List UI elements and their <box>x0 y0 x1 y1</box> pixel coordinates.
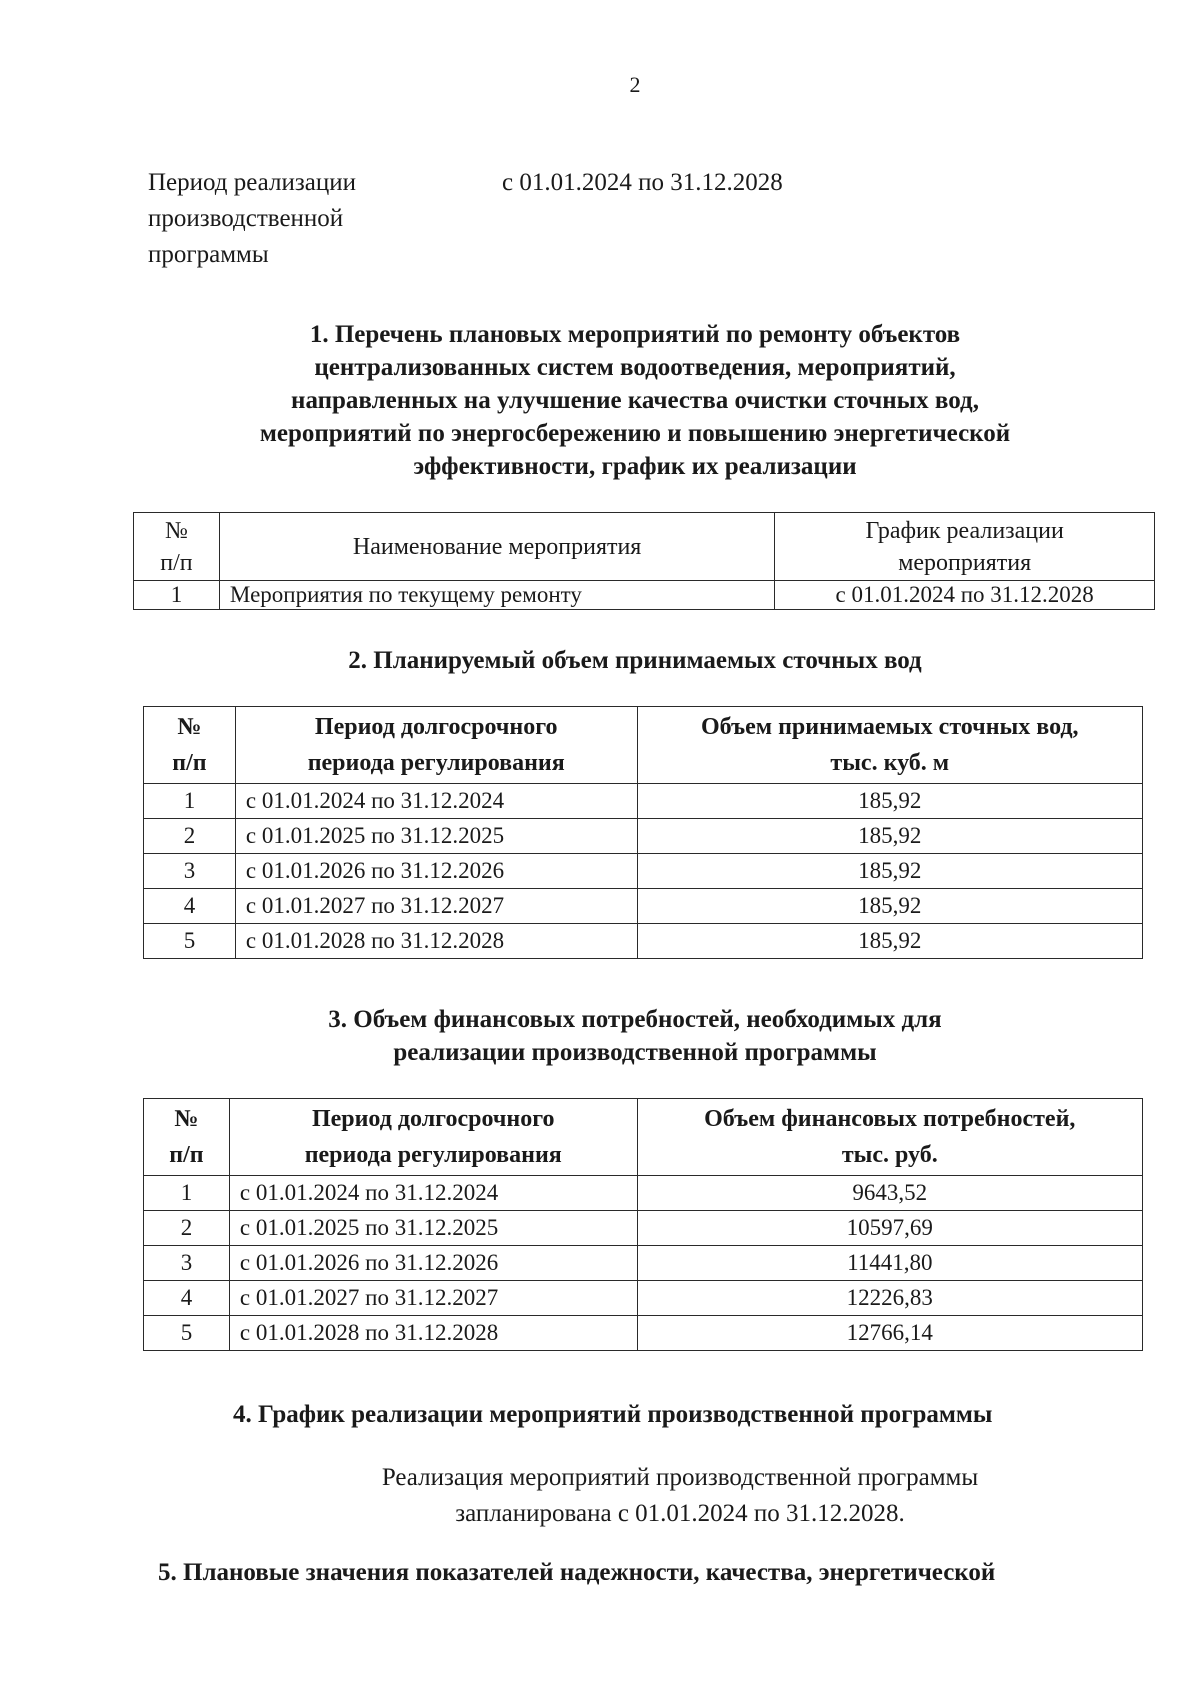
table-row <box>144 819 1143 854</box>
header-period-line: периода регулирования <box>307 750 565 776</box>
cell-period: с 01.01.2024 по 31.12.2024 <box>229 1176 637 1211</box>
cell-schedule: с 01.01.2024 по 31.12.2028 <box>775 581 1155 610</box>
schedule-paragraph <box>0 1460 1200 1532</box>
program-period-label-line: программы <box>148 241 269 268</box>
header-value-line: Объем принимаемых сточных вод, <box>701 714 1079 740</box>
section-3-title-line: 3. Объем финансовых потребностей, необходимых для <box>328 1006 942 1033</box>
section-3-title <box>0 1003 1200 1069</box>
program-period-label-line: Период реализации <box>148 169 356 196</box>
cell-num: 5 <box>144 924 236 959</box>
table-row <box>144 1316 1143 1351</box>
program-period-label <box>148 165 356 273</box>
cell-num: 4 <box>144 1281 230 1316</box>
cell-value: 9643,52 <box>637 1176 1142 1211</box>
cell-num: 1 <box>144 784 236 819</box>
section-3-title-line: реализации производственной программы <box>393 1039 877 1066</box>
header-schedule-line: мероприятия <box>898 549 1032 576</box>
header-num-line: п/п <box>169 1142 204 1168</box>
section-5-title: 5. Плановые значения показателей надежности, качества, энергетической <box>158 1559 996 1586</box>
section-4-title: 4. График реализации мероприятий производственной программы <box>233 1401 993 1428</box>
cell-num: 2 <box>144 819 236 854</box>
program-period-value: с 01.01.2024 по 31.12.2028 <box>502 169 783 196</box>
cell-period: с 01.01.2024 по 31.12.2024 <box>235 784 637 819</box>
table-row <box>144 924 1143 959</box>
section-1-title-line: централизованных систем водоотведения, мероприятий, <box>314 354 956 381</box>
schedule-paragraph-line: запланирована с 01.01.2024 по 31.12.2028. <box>455 1500 905 1527</box>
cell-value: 185,92 <box>637 784 1142 819</box>
table-header-row <box>144 707 1143 784</box>
header-num-line: п/п <box>160 549 193 576</box>
section-1-title <box>0 318 1200 483</box>
header-num <box>134 513 220 581</box>
header-value-line: Объем финансовых потребностей, <box>704 1106 1076 1132</box>
header-period <box>235 707 637 784</box>
table-header-row <box>144 1099 1143 1176</box>
section-1-title-line: 1. Перечень плановых мероприятий по ремонту объектов <box>309 321 961 348</box>
cell-num: 3 <box>144 854 236 889</box>
table-row <box>144 784 1143 819</box>
header-schedule <box>775 513 1155 581</box>
section-1-title-line: эффективности, график их реализации <box>413 453 857 480</box>
cell-value: 185,92 <box>637 924 1142 959</box>
table-row <box>144 1246 1143 1281</box>
program-period-label-line: производственной <box>148 205 344 232</box>
cell-value: 12226,83 <box>637 1281 1142 1316</box>
header-num-line: п/п <box>172 750 207 776</box>
cell-period: с 01.01.2025 по 31.12.2025 <box>235 819 637 854</box>
cell-num: 2 <box>144 1211 230 1246</box>
table-row <box>144 1211 1143 1246</box>
cell-num: 1 <box>134 581 220 610</box>
financial-needs-table <box>143 1098 1143 1351</box>
section-1-title-line: направленных на улучшение качества очистки сточных вод, <box>291 387 979 414</box>
table-row <box>144 889 1143 924</box>
cell-period: с 01.01.2027 по 31.12.2027 <box>229 1281 637 1316</box>
cell-num: 1 <box>144 1176 230 1211</box>
wastewater-volume-table <box>143 706 1143 959</box>
header-value-line: тыс. руб. <box>841 1142 938 1168</box>
cell-num: 4 <box>144 889 236 924</box>
section-1-title-line: мероприятий по энергосбережению и повышению энергетической <box>259 420 1011 447</box>
cell-value: 185,92 <box>637 819 1142 854</box>
header-num-line: № <box>174 1106 199 1132</box>
cell-value: 185,92 <box>637 854 1142 889</box>
header-period <box>229 1099 637 1176</box>
cell-period: с 01.01.2027 по 31.12.2027 <box>235 889 637 924</box>
table-header-row <box>134 513 1155 581</box>
header-num-line: № <box>177 714 202 740</box>
cell-period: с 01.01.2026 по 31.12.2026 <box>235 854 637 889</box>
header-schedule-line: График реализации <box>865 517 1064 544</box>
cell-num: 5 <box>144 1316 230 1351</box>
table-row <box>134 581 1155 610</box>
header-num <box>144 707 236 784</box>
cell-period: с 01.01.2028 по 31.12.2028 <box>235 924 637 959</box>
measures-table <box>133 512 1155 610</box>
cell-period: с 01.01.2026 по 31.12.2026 <box>229 1246 637 1281</box>
table-row <box>144 1281 1143 1316</box>
table-row <box>144 854 1143 889</box>
header-period-line: Период долгосрочного <box>314 714 558 740</box>
cell-value: 11441,80 <box>637 1246 1142 1281</box>
cell-value: 12766,14 <box>637 1316 1142 1351</box>
header-value <box>637 1099 1142 1176</box>
cell-value: 185,92 <box>637 889 1142 924</box>
header-name: Наименование мероприятия <box>219 513 774 581</box>
header-num <box>144 1099 230 1176</box>
header-value-line: тыс. куб. м <box>830 750 950 776</box>
cell-value: 10597,69 <box>637 1211 1142 1246</box>
cell-period: с 01.01.2028 по 31.12.2028 <box>229 1316 637 1351</box>
header-period-line: периода регулирования <box>304 1142 562 1168</box>
header-period-line: Период долгосрочного <box>311 1106 555 1132</box>
page-number: 2 <box>629 72 641 97</box>
header-value <box>637 707 1142 784</box>
schedule-paragraph-line: Реализация мероприятий производственной программы <box>381 1464 979 1491</box>
cell-num: 3 <box>144 1246 230 1281</box>
section-2-title: 2. Планируемый объем принимаемых сточных вод <box>348 647 922 674</box>
cell-period: с 01.01.2025 по 31.12.2025 <box>229 1211 637 1246</box>
header-num-line: № <box>165 517 188 544</box>
table-row <box>144 1176 1143 1211</box>
cell-name: Мероприятия по текущему ремонту <box>219 581 774 610</box>
